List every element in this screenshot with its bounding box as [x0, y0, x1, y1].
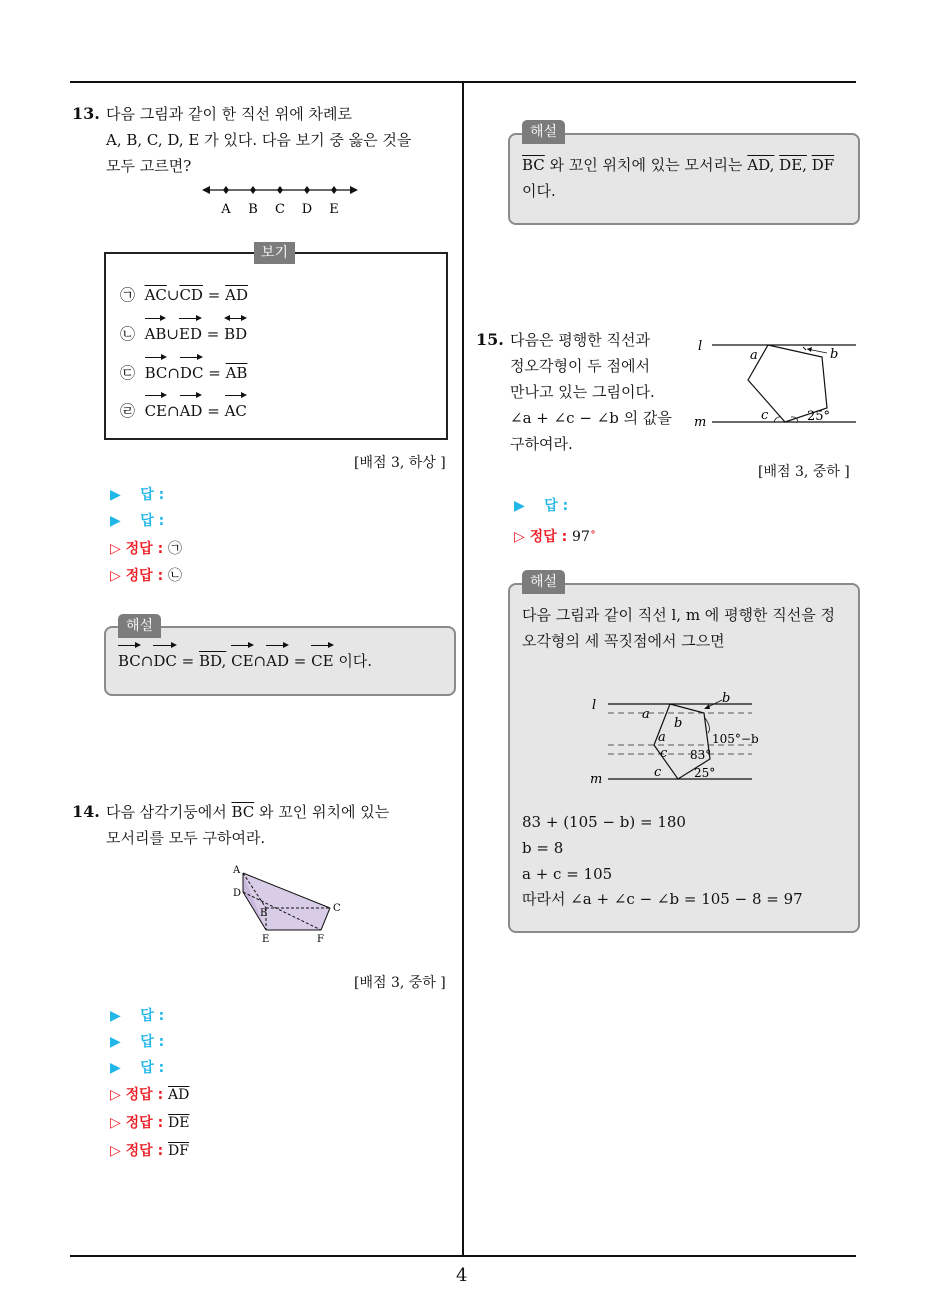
q14-correct-2: ▷ 정답 : $\overline{DE}$: [110, 1115, 190, 1131]
fig2-25-label: 25°: [694, 766, 716, 780]
q15-explanation-figure: [586, 688, 786, 788]
point-b-label: B: [248, 202, 258, 217]
q15-explanation-line2: 오각형의 세 꼭짓점에서 그으면: [522, 632, 725, 650]
page-number: 4: [456, 1265, 468, 1286]
bottom-rule: [70, 1255, 856, 1257]
q15-equation-2: b = 8: [522, 839, 564, 857]
fig2-m-label: m: [590, 772, 603, 787]
fig2-b1-label: b: [722, 691, 731, 706]
q13-line2: A, B, C, D, E 가 있다. 다음 보기 중 옳은 것을: [106, 131, 412, 149]
q14-correct-1: ▷ 정답 : $\overline{AD}$: [110, 1087, 190, 1103]
q14-line1: 다음 삼각기둥에서 $\overline{BC}$ 와 꼬인 위치에 있는: [106, 803, 390, 821]
point-c-mark: [277, 186, 283, 194]
q13-explanation-label: 해설: [118, 614, 161, 638]
q13-number: 13.: [72, 104, 100, 123]
q14-answer-2[interactable]: ▶ 답 :: [110, 1034, 165, 1050]
q14-score: [배점 3, 중하 ]: [354, 975, 446, 991]
column-divider: [462, 82, 464, 1257]
point-e-mark: [331, 186, 337, 194]
q14-answer-3[interactable]: ▶ 답 :: [110, 1060, 165, 1076]
q15-equation-1: 83 + (105 − b) = 180: [522, 813, 686, 831]
q13-answer-1[interactable]: ▶ 답 :: [110, 487, 165, 503]
point-a-label: A: [221, 202, 231, 217]
fig2-105-label: 105°−b: [712, 732, 759, 746]
q14-explanation-line2: 이다.: [522, 182, 556, 200]
q14-line2: 모서리를 모두 구하여라.: [106, 829, 266, 847]
q13-option-3[interactable]: ㉢ BC∩DC = $\overline{AB}$: [120, 360, 247, 386]
vertex-f: F: [317, 934, 324, 945]
vertex-c: C: [333, 903, 341, 914]
q15-correct: ▷ 정답 : 97∘: [514, 527, 597, 545]
q14-explanation-label: 해설: [522, 120, 565, 144]
q14-explanation-box: [508, 133, 860, 225]
fig-m-label: m: [694, 415, 707, 430]
fig2-83-label: 83°: [690, 748, 712, 762]
point-e-label: E: [329, 202, 339, 217]
point-a-mark: [223, 186, 229, 194]
point-d-mark: [304, 186, 310, 194]
q15-line2: 정오각형이 두 점에서: [510, 357, 650, 375]
q13-line3: 모두 고르면?: [106, 157, 192, 175]
q15-explanation-line1: 다음 그림과 같이 직선 l, m 에 평행한 직선을 정: [522, 606, 836, 624]
q15-score: [배점 3, 중하 ]: [758, 464, 850, 480]
fig2-l-label: l: [592, 698, 597, 713]
q14-answer-1[interactable]: ▶ 답 :: [110, 1008, 165, 1024]
q13-correct-1: ▷ 정답 : ㉠: [110, 541, 183, 557]
q15-equation-4: 따라서 ∠a + ∠c − ∠b = 105 − 8 = 97: [522, 890, 803, 908]
q15-explanation-label: 해설: [522, 570, 565, 594]
q13-box-label: 보기: [254, 242, 295, 264]
fig-l-label: l: [698, 339, 703, 354]
q15-pentagon-figure: [690, 330, 860, 435]
fig-angle-label: 25°: [807, 409, 831, 424]
q13-line1: 다음 그림과 같이 한 직선 위에 차례로: [106, 105, 352, 123]
q13-number-line: [200, 180, 370, 220]
q15-number: 15.: [476, 330, 504, 349]
q15-equation-3: a + c = 105: [522, 865, 613, 883]
point-c-label: C: [275, 202, 285, 217]
fig2-b2-label: b: [674, 716, 683, 731]
fig-a-label: a: [750, 348, 758, 363]
q15-line1: 다음은 평행한 직선과: [510, 331, 650, 349]
fig-c-label: c: [761, 408, 769, 423]
q15-line4: ∠a + ∠c − ∠b 의 값을: [510, 409, 672, 427]
q13-correct-2: ▷ 정답 : ㉡: [110, 568, 183, 584]
fig2-a1-label: a: [642, 707, 650, 722]
q15-answer-1[interactable]: ▶ 답 :: [514, 498, 569, 514]
vertex-d: D: [233, 888, 242, 899]
vertex-a: A: [233, 865, 241, 876]
q13-option-2[interactable]: ㉡ AB∪ED = BD: [120, 321, 247, 347]
fig2-a2-label: a: [658, 730, 666, 745]
vertex-b: B: [260, 908, 268, 919]
q14-number: 14.: [72, 802, 100, 821]
point-b-mark: [250, 186, 256, 194]
point-d-label: D: [301, 202, 313, 217]
q15-line5: 구하여라.: [510, 435, 573, 453]
q13-option-4[interactable]: ㉣ CE∩AD = AC: [120, 398, 247, 424]
q14-correct-3: ▷ 정답 : $\overline{DF}$: [110, 1143, 189, 1159]
q13-option-1[interactable]: ㉠ $\overline{AC}\cup\overline{CD} = \overline{AD}$: [120, 286, 248, 304]
fig2-c1-label: c: [660, 746, 668, 761]
fig2-c2-label: c: [654, 765, 662, 780]
q13-answer-2[interactable]: ▶ 답 :: [110, 513, 165, 529]
vertex-e: E: [262, 934, 270, 945]
q13-score: [배점 3, 하상 ]: [354, 455, 446, 471]
fig-b-label: b: [830, 347, 839, 362]
q14-explanation-line1: $\overline{BC}$ 와 꼬인 위치에 있는 모서리는 AD, DE, $\overline{DF}$: [522, 156, 835, 174]
q14-prism-figure: [226, 860, 346, 948]
q13-explanation-text: BC∩DC = BD, CE∩AD = CE 이다.: [118, 648, 372, 674]
q15-line3: 만나고 있는 그림이다.: [510, 383, 655, 401]
